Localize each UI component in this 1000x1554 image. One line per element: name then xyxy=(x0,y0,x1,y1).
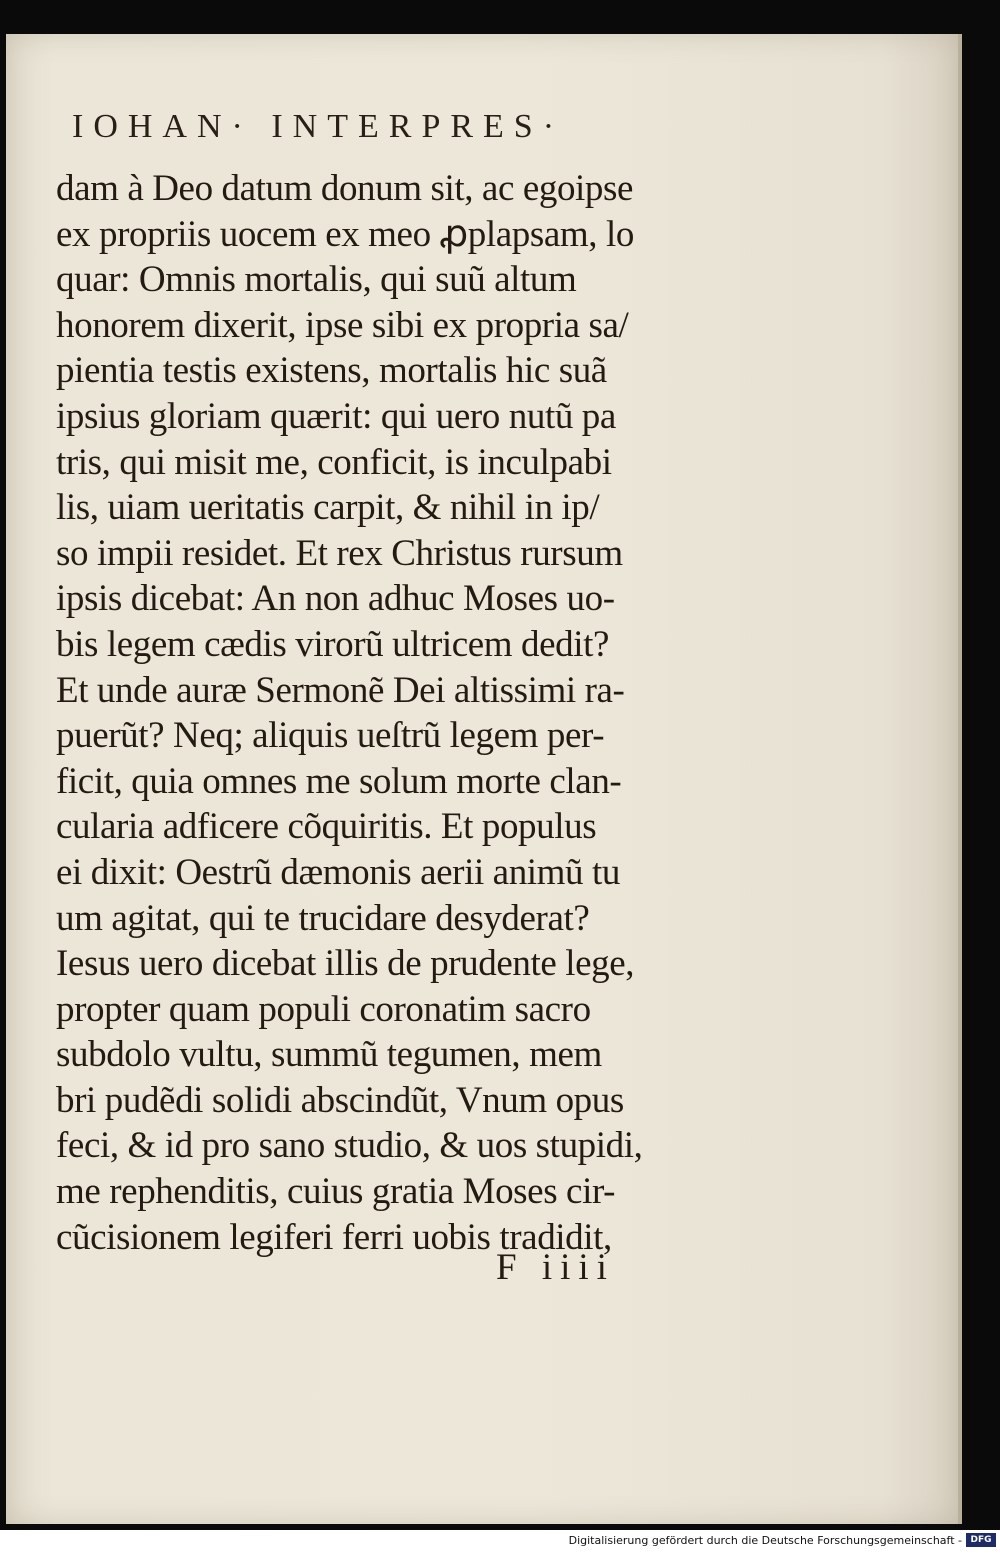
text-line: puerũt? Neq; aliquis ueſtrũ legem per- xyxy=(56,715,605,757)
signature-mark: F iiii xyxy=(496,1247,615,1288)
text-line: ficit, quia omnes me solum morte clan- xyxy=(56,760,622,802)
text-line: lis, uiam ueritatis carpit, & nihil in ip/ xyxy=(56,487,600,529)
footer-bar xyxy=(0,1530,1000,1554)
text-line: ipsis dicebat: An non adhuc Moses uo- xyxy=(56,578,615,620)
text-line: me rephenditis, cuius gratia Moses cir- xyxy=(56,1171,616,1213)
text-line: ex propriis uocem ex meo ꝓplapsam, lo xyxy=(56,213,634,255)
page-edge xyxy=(958,34,962,1524)
text-line: Iesus uero dicebat illis de prudente lege, xyxy=(56,943,635,985)
text-line: pientia testis existens, mortalis hic suã xyxy=(56,350,607,392)
text-line: propter quam populi coronatim sacro xyxy=(56,988,591,1030)
text-line: quar: Omnis mortalis, qui suũ altum xyxy=(56,259,577,301)
text-line: tris, qui misit me, conficit, is inculpabi xyxy=(56,441,612,483)
text-line: ipsius gloriam quærit: qui uero nutũ pa xyxy=(56,395,616,437)
text-line: Et unde auræ Sermonẽ Dei altissimi ra- xyxy=(56,669,625,711)
dfg-logo: DFG xyxy=(966,1533,996,1547)
funding-credit: Digitalisierung gefördert durch die Deutsche Forschungsgemeinschaft - xyxy=(568,1534,962,1547)
text-line: bri pudẽdi solidi abscindũt, Vnum opus xyxy=(56,1079,624,1121)
body-text xyxy=(56,166,686,1260)
text-line: subdolo vultu, summũ tegumen, mem xyxy=(56,1034,602,1076)
text-line: ei dixit: Oestrũ dæmonis aerii animũ tu xyxy=(56,851,620,893)
text-line: dam à Deo datum donum sit, ac egoipse xyxy=(56,168,634,209)
text-line: feci, & id pro sano studio, & uos stupidi, xyxy=(56,1125,643,1167)
text-line: cũcisionem legiferi ferri uobis tradidit, xyxy=(56,1216,612,1258)
text-line: honorem dixerit, ipse sibi ex propria sa/ xyxy=(56,304,629,346)
text-line: cularia adficere cõquiritis. Et populus xyxy=(56,806,597,848)
text-line: bis legem cædis virorũ ultricem dedit? xyxy=(56,623,610,665)
text-line: so impii residet. Et rex Christus rursum xyxy=(56,532,623,574)
text-line: um agitat, qui te trucidare desyderat? xyxy=(56,897,590,939)
running-head: IOHAN· INTERPRES· xyxy=(72,108,565,145)
